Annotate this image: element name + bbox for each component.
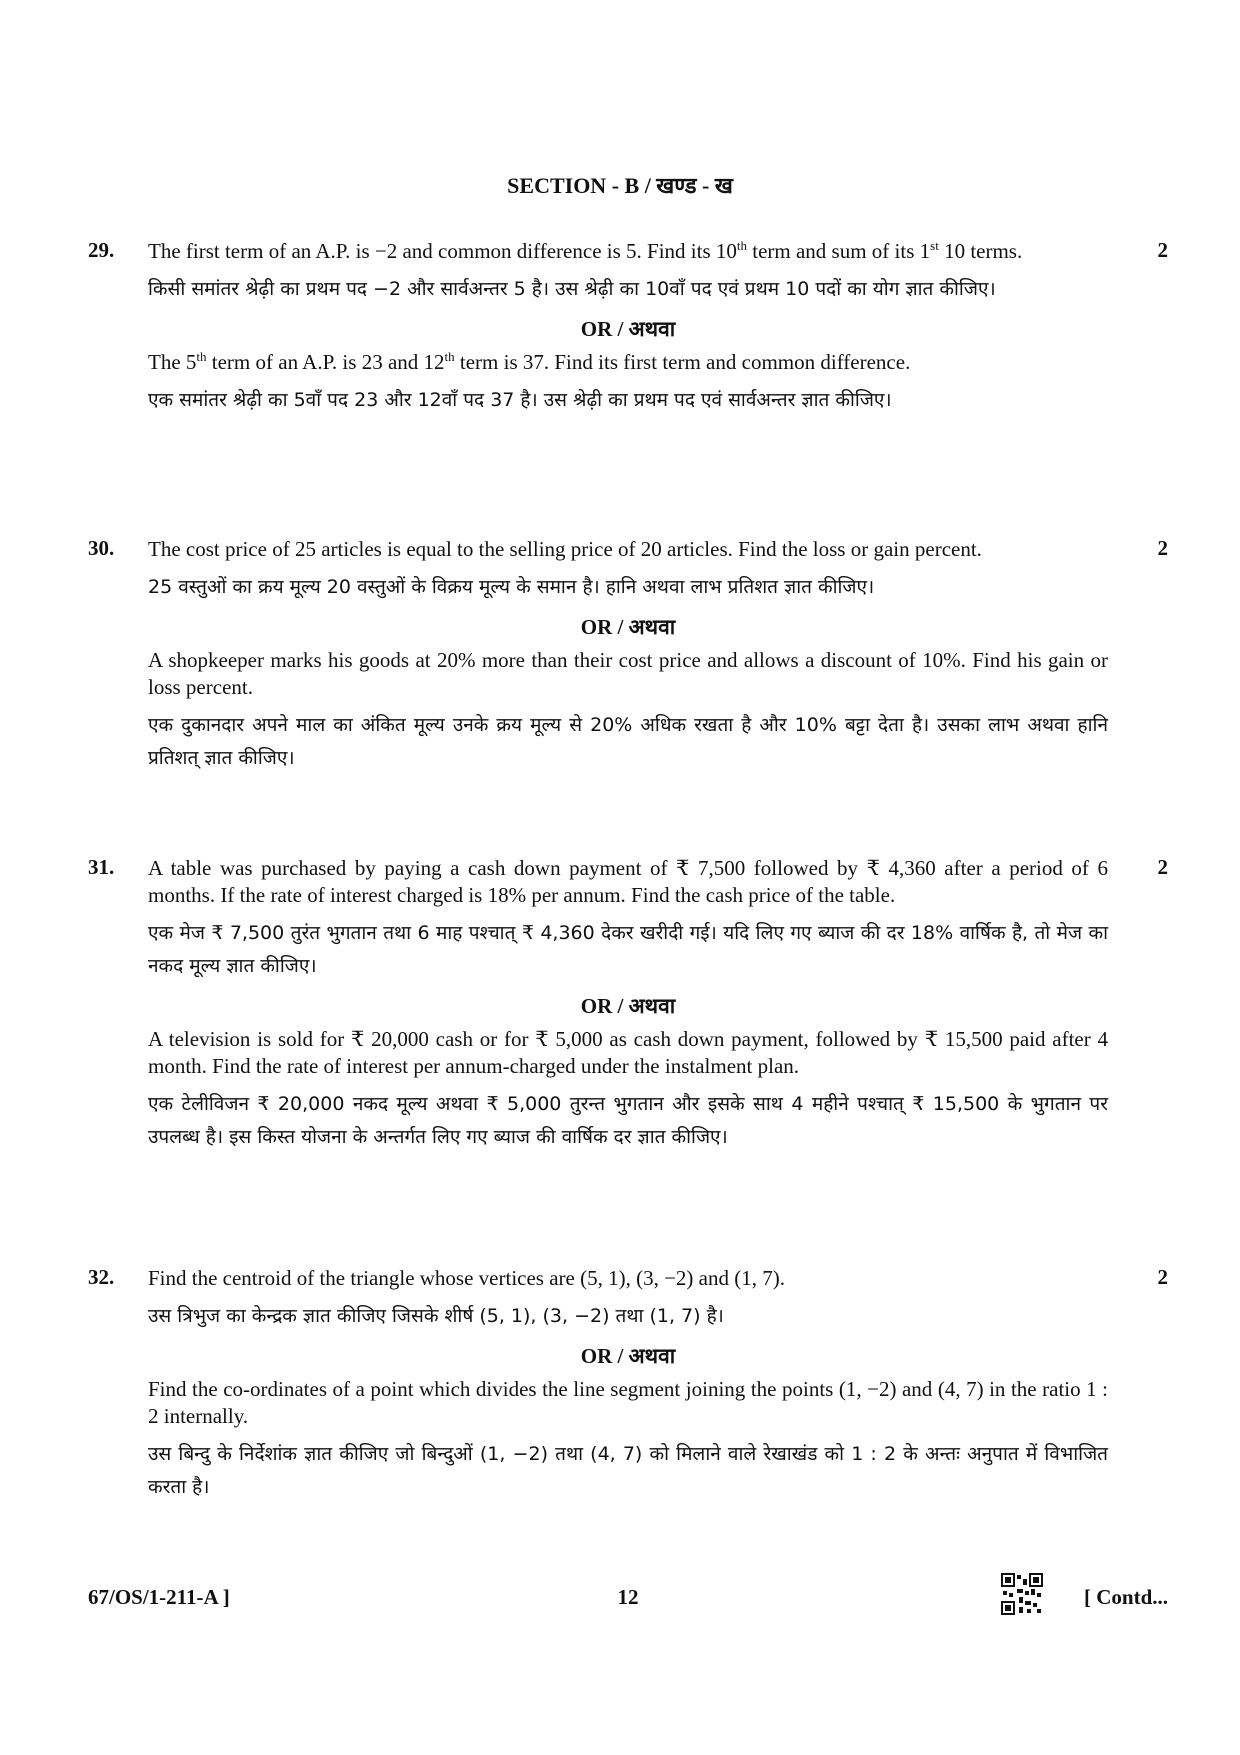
section-title: SECTION - B / खण्ड - ख — [507, 173, 733, 198]
question-number: 31. — [88, 855, 115, 879]
question-text-en: A table was purchased by paying a cash down payment of ₹ 7,500 followed by ₹ 4,360 after a period of 6 months. If the rate of interest charged is 18% per annum. Find the cash price of the table. — [148, 856, 1108, 907]
question-text-hi: उस त्रिभुज का केन्द्रक ज्ञात कीजिए जिसके शीर्ष (5, 1), (3, −2) तथा (1, 7) है। — [148, 1305, 724, 1327]
page-number: 12 — [617, 1585, 639, 1609]
or-divider: OR / अथवा — [580, 317, 676, 341]
question-32 — [88, 1265, 1168, 1512]
question-number: 29. — [88, 238, 115, 262]
alt-question-text-en: The 5th term of an A.P. is 23 and 12th term is 37. Find its first term and common difference. — [148, 349, 911, 374]
page-footer — [88, 1585, 1168, 1625]
or-divider: OR / अथवा — [580, 1344, 676, 1368]
question-number: 32. — [88, 1265, 115, 1289]
alt-question-text-en: A television is sold for ₹ 20,000 cash or for ₹ 5,000 as cash down payment, followed by ₹ 15,500 paid after 4 month. Find the rate of interest per annum-charged under the instalment plan. — [148, 1027, 1108, 1078]
alt-question-text-hi: उस बिन्दु के निर्देशांक ज्ञात कीजिए जो बिन्दुओं (1, −2) तथा (4, 7) को मिलाने वाले रेखाखंड को 1 : 2 के अन्तः अनुपात में विभाजित करता है। — [148, 1443, 1108, 1498]
alt-question-text-hi: एक समांतर श्रेढ़ी का 5वाँ पद 23 और 12वाँ पद 37 है। उस श्रेढ़ी का प्रथम पद एवं सार्वअन्तर ज्ञात कीजिए। — [148, 389, 892, 411]
alt-question-text-en: A shopkeeper marks his goods at 20% more than their cost price and allows a discount of 10%. Find his gain or loss percent. — [148, 648, 1108, 699]
question-text-en: The first term of an A.P. is −2 and common difference is 5. Find its 10th term and sum of its 1st 10 terms. — [148, 238, 1023, 263]
alt-question-text-hi: एक टेलीविजन ₹ 20,000 नकद मूल्य अथवा ₹ 5,000 तुरन्त भुगतान और इसके साथ 4 महीने पश्चात् ₹ 15,500 के भुगतान पर उपलब्ध है। इस किस्त योजना के अन्तर्गत लिए गए ब्याज की वार्षिक दर ज्ञात कीजिए। — [148, 1093, 1108, 1148]
continued-label: [ Contd... — [1083, 1585, 1168, 1609]
alt-question-text-en: Find the co-ordinates of a point which divides the line segment joining the points (1, −2) and (4, 7) in the ratio 1 : 2 internally. — [148, 1377, 1108, 1428]
question-text-hi: किसी समांतर श्रेढ़ी का प्रथम पद −2 और सार्वअन्तर 5 है। उस श्रेढ़ी का 10वाँ पद एवं प्रथम 10 पदों का योग ज्ञात कीजिए। — [148, 278, 996, 300]
question-text-en: The cost price of 25 articles is equal to the selling price of 20 articles. Find the loss or gain percent. — [148, 537, 982, 561]
alt-question-text-hi: एक दुकानदार अपने माल का अंकित मूल्य उनके क्रय मूल्य से 20% अधिक रखता है और 10% बट्टा देता है। उसका लाभ अथवा हानि प्रतिशत् ज्ञात कीजिए। — [148, 714, 1108, 769]
question-31 — [88, 855, 1168, 1162]
question-text-en: Find the centroid of the triangle whose vertices are (5, 1), (3, −2) and (1, 7). — [148, 1266, 785, 1290]
question-30 — [88, 536, 1168, 783]
question-marks: 2 — [1157, 238, 1168, 262]
question-number: 30. — [88, 536, 115, 560]
or-divider: OR / अथवा — [580, 615, 676, 639]
question-29 — [88, 238, 1168, 425]
or-divider: OR / अथवा — [580, 994, 676, 1018]
question-marks: 2 — [1157, 536, 1168, 560]
question-marks: 2 — [1157, 1265, 1168, 1289]
qr-code-icon — [1001, 1573, 1043, 1621]
question-text-hi: 25 वस्तुओं का क्रय मूल्य 20 वस्तुओं के विक्रय मूल्य के समान है। हानि अथवा लाभ प्रतिशत ज्ञात कीजिए। — [148, 576, 875, 598]
question-marks: 2 — [1157, 855, 1168, 879]
question-text-hi: एक मेज ₹ 7,500 तुरंत भुगतान तथा 6 माह पश्चात् ₹ 4,360 देकर खरीदी गई। यदि लिए गए ब्याज की दर 18% वार्षिक है, तो मेज का नकद मूल्य ज्ञात कीजिए। — [148, 922, 1108, 977]
paper-code: 67/OS/1-211-A ] — [88, 1585, 230, 1609]
